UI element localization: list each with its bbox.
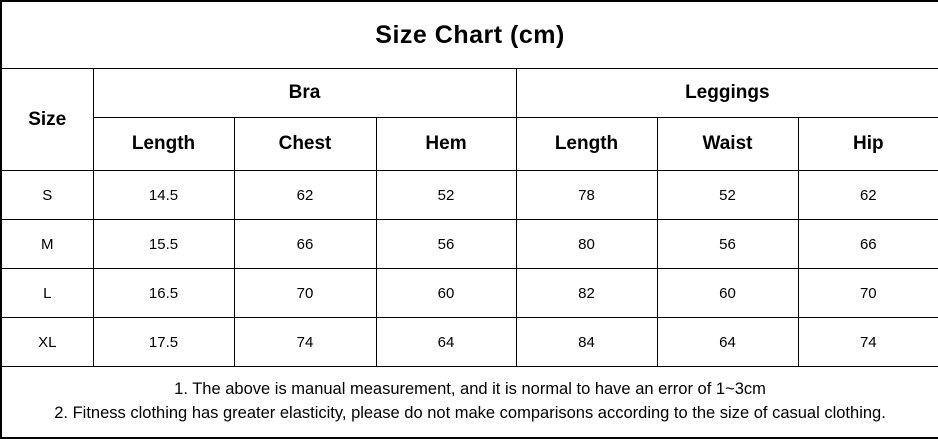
title-row <box>1 1 938 69</box>
data-cell: 74 <box>234 318 376 367</box>
data-cell: 78 <box>516 171 657 220</box>
data-cell: 74 <box>798 318 938 367</box>
table-row-s <box>1 171 938 220</box>
header-leggings-waist: Waist <box>657 118 798 171</box>
group-header-row <box>1 69 938 118</box>
header-leggings-length: Length <box>516 118 657 171</box>
data-cell: 52 <box>376 171 516 220</box>
data-cell: 70 <box>234 269 376 318</box>
data-cell: 62 <box>798 171 938 220</box>
data-cell: 60 <box>657 269 798 318</box>
data-cell: 64 <box>376 318 516 367</box>
data-cell: 60 <box>376 269 516 318</box>
data-cell: 52 <box>657 171 798 220</box>
table-row-xl <box>1 318 938 367</box>
note-line-2: 2. Fitness clothing has greater elasticity, please do not make comparisons according to the size of casual clothing. <box>54 404 886 422</box>
row-size-label: M <box>1 220 93 269</box>
row-size-label: L <box>1 269 93 318</box>
header-size: Size <box>1 69 93 171</box>
data-cell: 82 <box>516 269 657 318</box>
header-bra-chest: Chest <box>234 118 376 171</box>
note-line-1: 1. The above is manual measurement, and it is normal to have an error of 1~3cm <box>174 380 766 399</box>
header-leggings-hip: Hip <box>798 118 938 171</box>
header-group-leggings: Leggings <box>516 69 938 118</box>
row-size-label: S <box>1 171 93 220</box>
data-cell: 70 <box>798 269 938 318</box>
page-title: Size Chart (cm) <box>1 1 938 69</box>
data-cell: 80 <box>516 220 657 269</box>
notes <box>1 367 938 439</box>
data-cell: 62 <box>234 171 376 220</box>
data-cell: 66 <box>234 220 376 269</box>
data-cell: 84 <box>516 318 657 367</box>
data-cell: 56 <box>657 220 798 269</box>
data-cell: 15.5 <box>93 220 234 269</box>
data-cell: 56 <box>376 220 516 269</box>
data-cell: 17.5 <box>93 318 234 367</box>
header-bra-length: Length <box>93 118 234 171</box>
data-cell: 66 <box>798 220 938 269</box>
sub-header-row <box>1 118 938 171</box>
header-group-bra: Bra <box>93 69 516 118</box>
data-cell: 14.5 <box>93 171 234 220</box>
table-row-l <box>1 269 938 318</box>
header-bra-hem: Hem <box>376 118 516 171</box>
table-row-m <box>1 220 938 269</box>
data-cell: 16.5 <box>93 269 234 318</box>
data-cell: 64 <box>657 318 798 367</box>
row-size-label: XL <box>1 318 93 367</box>
notes-row <box>1 367 938 439</box>
